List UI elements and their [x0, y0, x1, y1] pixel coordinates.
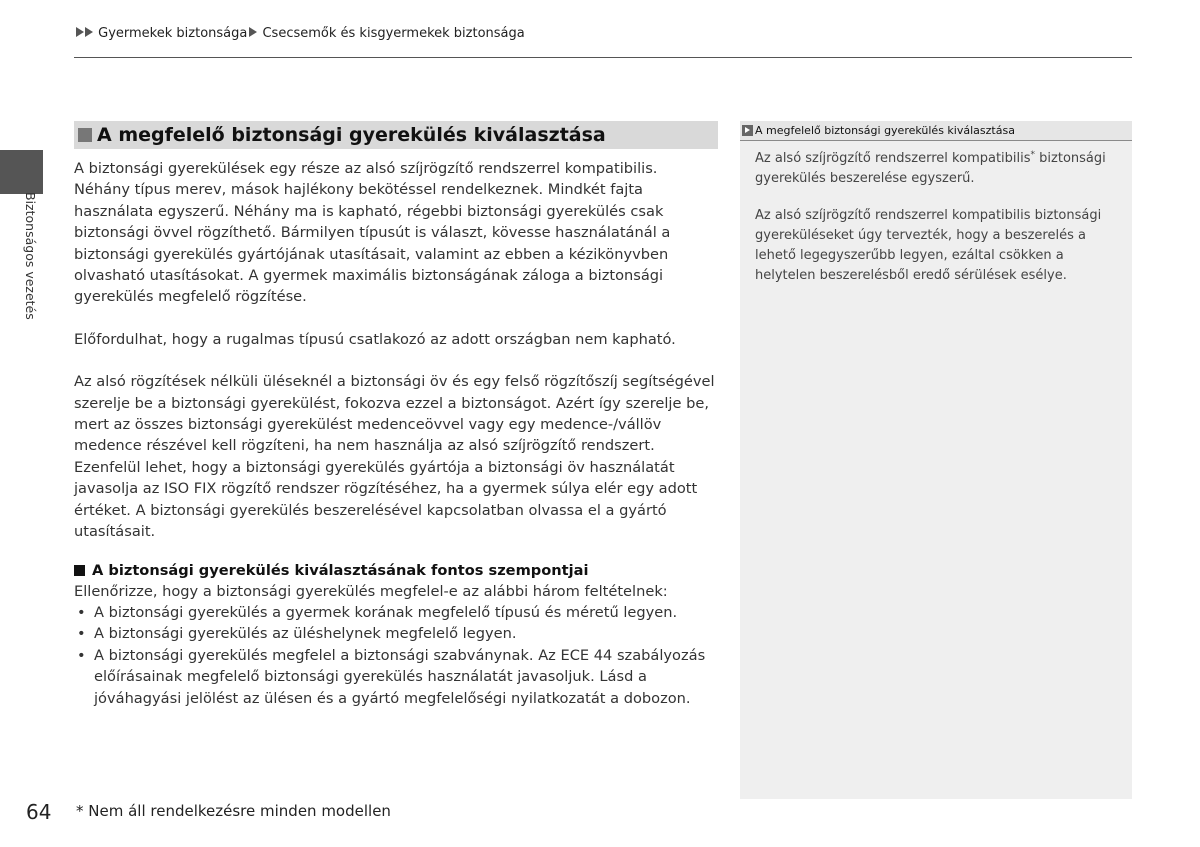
breadcrumb-arrow-icon [249, 27, 257, 37]
sidebar-note [740, 121, 1132, 799]
reference-arrow-icon [742, 125, 753, 136]
checklist-intro: Ellenőrizze, hogy a biztonsági gyerekülés megfelel-e az alábbi három feltételnek: [74, 582, 668, 600]
subheading [74, 560, 718, 581]
breadcrumb-level1[interactable]: Gyermekek biztonsága [98, 26, 248, 41]
checklist [74, 602, 718, 709]
chapter-tab-marker [0, 150, 43, 194]
paragraph-3: Az alsó rögzítések nélküli üléseknél a biztonsági öv és egy felső rögzítőszíj segítségével szerelje be a biztonsági gyerekülést, fokozva ezzel a biztonságot. Azért így szerelje be, mert az összes biztonsági gyerekülést medenceövvel vagy egy medence-/vállöv medence részével kell rögzíteni, ha nem használja az alsó szíjrögzítő rendszert. Ezenfelül lehet, hogy a biztonsági gyerekülés gyártója a biztonsági öv használatát javasolja az ISO FIX rögzítő rendszer rögzítéséhez, ha a gyermek súlya elér egy adott értéket. A biztonsági gyerekülés beszerelésével kapcsolatban olvassa el a gyártó utasításait. [74, 373, 715, 541]
footnote-marker: * [1030, 150, 1036, 160]
list-item: • A biztonsági gyerekülés a gyermek korának megfelelő típusú és méretű legyen. [74, 602, 718, 623]
section-square-icon [78, 128, 92, 142]
footnote: * Nem áll rendelkezésre minden modellen [76, 802, 391, 820]
sidebar-p1-rest: biztonsági gyerekülés beszerelése egyszerű. [755, 151, 1106, 186]
sidebar-heading-text: A megfelelő biztonsági gyerekülés kiválasztása [755, 124, 1015, 137]
sidebar-heading[interactable] [740, 121, 1132, 141]
subheading-text: A biztonsági gyerekülés kiválasztásának fontos szempontjai [92, 561, 589, 579]
breadcrumb-arrow-icon [76, 27, 84, 37]
list-item: • A biztonsági gyerekülés az üléshelynek megfelelő legyen. [74, 623, 718, 644]
subheading-square-icon [74, 565, 85, 576]
header-divider [74, 57, 1132, 58]
paragraph-2: Előfordulhat, hogy a rugalmas típusú csatlakozó az adott országban nem kapható. [74, 330, 676, 348]
sidebar-paragraph-2: Az alsó szíjrögzítő rendszerrel kompatibilis biztonsági gyereküléseket úgy tervezték, hogy a beszerelés a lehető legegyszerűbb legyen, ezáltal csökken a helytelen beszerelésből eredő sérülések esélye. [755, 208, 1102, 283]
sidebar-p1-text: Az alsó szíjrögzítő rendszerrel kompatibilis [755, 151, 1031, 166]
sidebar-paragraph-1 [755, 145, 1120, 189]
chapter-tab-label: Biztonságos vezetés [23, 192, 38, 320]
breadcrumb [76, 26, 525, 41]
section-title: A megfelelő biztonsági gyerekülés kiválasztása [97, 124, 606, 146]
list-item: • A biztonsági gyerekülés megfelel a biztonsági szabványnak. Az ECE 44 szabályozás előírásainak megfelelő biztonsági gyerekülés használatát javasoljuk. Lásd a jóváhagyási jelölést az ülésen és a gyártó megfelelőségi nyilatkozatát a dobozon. [74, 645, 718, 709]
main-content [74, 121, 718, 709]
page-number: 64 [26, 800, 52, 824]
breadcrumb-arrow-icon [85, 27, 93, 37]
breadcrumb-level2[interactable]: Csecsemők és kisgyermekek biztonsága [262, 26, 525, 41]
section-title-bar [74, 121, 718, 149]
paragraph-1: A biztonsági gyerekülések egy része az alsó szíjrögzítő rendszerrel kompatibilis. Néhány típus merev, mások hajlékony bekötéssel rendelkeznek. Mindkét fajta használata egyszerű. Néhány ma is kapható, régebbi biztonsági gyerekülés csak biztonsági övvel rögzíthető. Bármilyen típusút is választ, kövesse használatánál a biztonsági gyerekülés gyártójának utasításait, valamint az ebben a kézikönyvben olvasható utasításokat. A gyermek maximális biztonságának záloga a biztonsági gyerekülés megfelelő rögzítése. [74, 160, 671, 306]
